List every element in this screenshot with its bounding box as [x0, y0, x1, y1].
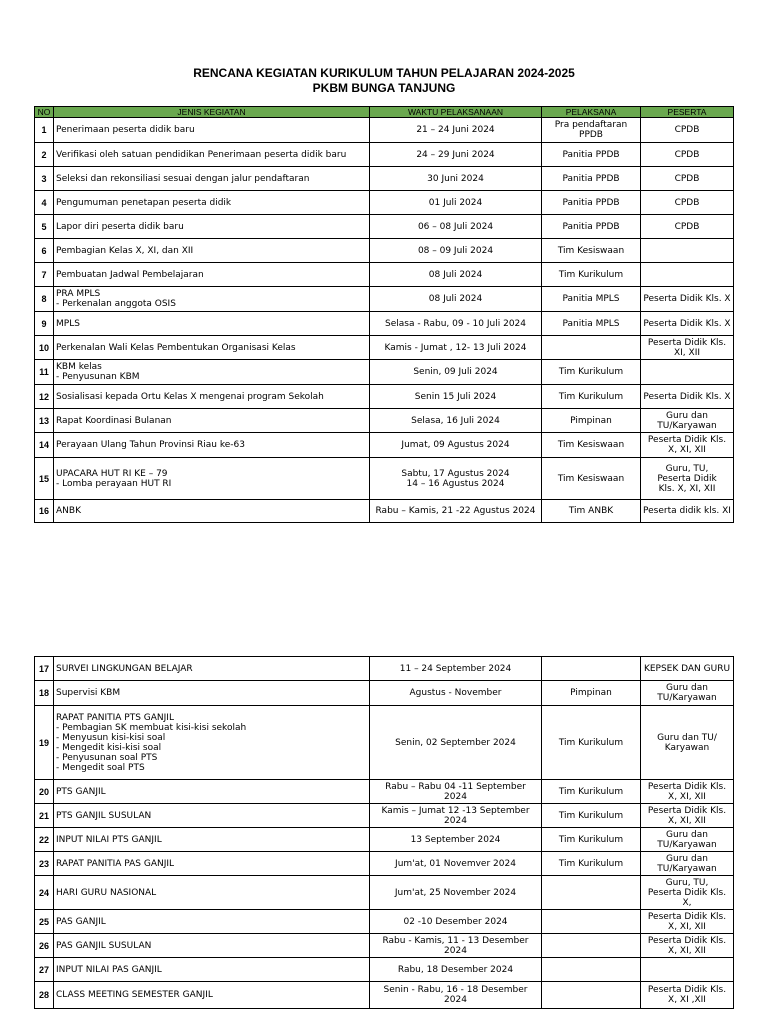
activity-cell: RAPAT PANITIA PTS GANJIL - Pembagian SK membuat kisi-kisi sekolah - Menyusun kisi-kisi soal - Mengedit kisi-kisi soal - Penyusunan soal PTS - Mengedit soal PTS [54, 706, 370, 780]
activity-cell: PAS GANJIL [54, 910, 370, 934]
time-cell: 21 – 24 Juni 2024 [370, 118, 542, 143]
executor-cell: Tim ANBK [542, 500, 641, 523]
table-row [35, 657, 734, 681]
time-cell: 30 Juni 2024 [370, 167, 542, 191]
time-cell: Jum'at, 01 Novemver 2024 [370, 852, 542, 876]
row-number: 10 [35, 336, 54, 360]
table-row [35, 500, 734, 523]
document-title: RENCANA KEGIATAN KURIKULUM TAHUN PELAJARAN 2024-2025 [193, 66, 575, 80]
table-row [35, 336, 734, 360]
row-number: 22 [35, 828, 54, 852]
row-number: 1 [35, 118, 54, 143]
time-cell: 11 – 24 September 2024 [370, 657, 542, 681]
row-number: 17 [35, 657, 54, 681]
activity-cell: Pembagian Kelas X, XI, dan XII [54, 239, 370, 263]
executor-cell [542, 336, 641, 360]
table-row [35, 239, 734, 263]
table-row [35, 958, 734, 982]
time-cell: Senin, 09 Juli 2024 [370, 360, 542, 385]
activity-cell: MPLS [54, 312, 370, 336]
participant-cell: Peserta Didik Kls. X [641, 385, 734, 409]
participant-cell: CPDB [641, 143, 734, 167]
executor-cell: Tim Kesiswaan [542, 239, 641, 263]
table-header-row [35, 107, 734, 118]
executor-cell: Panitia PPDB [542, 191, 641, 215]
time-cell: Selasa - Rabu, 09 - 10 Juli 2024 [370, 312, 542, 336]
activity-cell: PRA MPLS - Perkenalan anggota OSIS [54, 287, 370, 312]
executor-cell: Pimpinan [542, 681, 641, 706]
participant-cell: KEPSEK DAN GURU [641, 657, 734, 681]
row-number: 24 [35, 876, 54, 910]
row-number: 8 [35, 287, 54, 312]
participant-cell: Peserta didik kls. XI [641, 500, 734, 523]
table-row [35, 681, 734, 706]
activity-cell: Pembuatan Jadwal Pembelajaran [54, 263, 370, 287]
activity-cell: HARI GURU NASIONAL [54, 876, 370, 910]
activity-cell: Supervisi KBM [54, 681, 370, 706]
executor-cell [542, 910, 641, 934]
executor-cell: Tim Kurikulum [542, 360, 641, 385]
participant-cell: Peserta Didik Kls. X, XI, XII [641, 433, 734, 458]
time-cell: Senin, 02 September 2024 [370, 706, 542, 780]
activity-cell: Lapor diri peserta didik baru [54, 215, 370, 239]
table-row [35, 263, 734, 287]
row-number: 18 [35, 681, 54, 706]
table-row [35, 706, 734, 780]
time-cell: Senin 15 Juli 2024 [370, 385, 542, 409]
participant-cell: Peserta Didik Kls. X, XI, XII [641, 934, 734, 958]
executor-cell: Pimpinan [542, 409, 641, 433]
executor-cell [542, 958, 641, 982]
row-number: 4 [35, 191, 54, 215]
table-row [35, 804, 734, 828]
table-row [35, 852, 734, 876]
activity-cell: RAPAT PANITIA PAS GANJIL [54, 852, 370, 876]
time-cell: 24 – 29 Juni 2024 [370, 143, 542, 167]
participant-cell: Guru, TU, Peserta Didik Kls. X, XI, XII [641, 458, 734, 500]
table-row [35, 982, 734, 1009]
executor-cell: Panitia PPDB [542, 215, 641, 239]
row-number: 2 [35, 143, 54, 167]
table-row [35, 191, 734, 215]
row-number: 19 [35, 706, 54, 780]
time-cell: 06 – 08 Juli 2024 [370, 215, 542, 239]
table-row [35, 433, 734, 458]
participant-cell: Guru, TU, Peserta Didik Kls. X, [641, 876, 734, 910]
table-row [35, 876, 734, 910]
header-participant: PESERTA [641, 107, 734, 118]
executor-cell: Tim Kurikulum [542, 828, 641, 852]
table-row [35, 385, 734, 409]
row-number: 14 [35, 433, 54, 458]
participant-cell: Peserta Didik Kls. X, XI, XII [641, 804, 734, 828]
row-number: 12 [35, 385, 54, 409]
executor-cell [542, 876, 641, 910]
executor-cell: Tim Kesiswaan [542, 458, 641, 500]
participant-cell: Guru dan TU/Karyawan [641, 852, 734, 876]
row-number: 21 [35, 804, 54, 828]
activity-cell: Seleksi dan rekonsiliasi sesuai dengan jalur pendaftaran [54, 167, 370, 191]
activity-cell: INPUT NILAI PAS GANJIL [54, 958, 370, 982]
row-number: 15 [35, 458, 54, 500]
executor-cell: Panitia MPLS [542, 287, 641, 312]
time-cell: Agustus - November [370, 681, 542, 706]
header-no: NO [35, 107, 54, 118]
activity-cell: PTS GANJIL [54, 780, 370, 804]
executor-cell: Panitia PPDB [542, 143, 641, 167]
activity-cell: UPACARA HUT RI KE – 79 - Lomba perayaan HUT RI [54, 458, 370, 500]
participant-cell: CPDB [641, 118, 734, 143]
executor-cell: Tim Kesiswaan [542, 433, 641, 458]
activity-cell: Verifikasi oleh satuan pendidikan Penerimaan peserta didik baru [54, 143, 370, 167]
time-cell: Rabu - Kamis, 11 - 13 Desember 2024 [370, 934, 542, 958]
table-row [35, 118, 734, 143]
activity-cell: PTS GANJIL SUSULAN [54, 804, 370, 828]
activities-table-part-1 [34, 106, 734, 523]
row-number: 3 [35, 167, 54, 191]
header-time: WAKTU PELAKSANAAN [370, 107, 542, 118]
participant-cell: Peserta Didik Kls. XI, XII [641, 336, 734, 360]
table-row [35, 287, 734, 312]
activity-cell: Sosialisasi kepada Ortu Kelas X mengenai program Sekolah [54, 385, 370, 409]
header-activity: JENIS KEGIATAN [54, 107, 370, 118]
table-row [35, 409, 734, 433]
executor-cell: Tim Kurikulum [542, 385, 641, 409]
table-row [35, 780, 734, 804]
participant-cell: CPDB [641, 191, 734, 215]
participant-cell: Guru dan TU/Karyawan [641, 828, 734, 852]
row-number: 11 [35, 360, 54, 385]
activity-cell: Penerimaan peserta didik baru [54, 118, 370, 143]
executor-cell [542, 982, 641, 1009]
time-cell: Rabu – Kamis, 21 -22 Agustus 2024 [370, 500, 542, 523]
activities-table-part-2 [34, 656, 734, 1009]
table-row [35, 934, 734, 958]
executor-cell: Pra pendaftaran PPDB [542, 118, 641, 143]
time-cell: 08 Juli 2024 [370, 263, 542, 287]
time-cell: Jum'at, 25 November 2024 [370, 876, 542, 910]
participant-cell: Peserta Didik Kls. X, XI ,XII [641, 982, 734, 1009]
table-row [35, 143, 734, 167]
table-row [35, 215, 734, 239]
time-cell: Jumat, 09 Agustus 2024 [370, 433, 542, 458]
row-number: 9 [35, 312, 54, 336]
row-number: 27 [35, 958, 54, 982]
participant-cell: Peserta Didik Kls. X [641, 312, 734, 336]
table-row [35, 167, 734, 191]
activity-cell: KBM kelas - Penyusunan KBM [54, 360, 370, 385]
time-cell: Rabu – Rabu 04 -11 September 2024 [370, 780, 542, 804]
participant-cell [641, 239, 734, 263]
time-cell: Kamis - Jumat , 12- 13 Juli 2024 [370, 336, 542, 360]
time-cell: 08 – 09 Juli 2024 [370, 239, 542, 263]
executor-cell: Panitia MPLS [542, 312, 641, 336]
participant-cell: Peserta Didik Kls. X, XI, XII [641, 910, 734, 934]
executor-cell: Tim Kurikulum [542, 706, 641, 780]
header-executor: PELAKSANA [542, 107, 641, 118]
participant-cell [641, 263, 734, 287]
row-number: 7 [35, 263, 54, 287]
participant-cell: Guru dan TU/ Karyawan [641, 706, 734, 780]
table-row [35, 828, 734, 852]
activity-cell: PAS GANJIL SUSULAN [54, 934, 370, 958]
time-cell: Kamis – Jumat 12 -13 September 2024 [370, 804, 542, 828]
row-number: 28 [35, 982, 54, 1009]
activity-cell: ANBK [54, 500, 370, 523]
participant-cell: Peserta Didik Kls. X [641, 287, 734, 312]
row-number: 25 [35, 910, 54, 934]
table-row [35, 458, 734, 500]
participant-cell: Guru dan TU/Karyawan [641, 409, 734, 433]
executor-cell: Tim Kurikulum [542, 804, 641, 828]
time-cell: 01 Juli 2024 [370, 191, 542, 215]
activity-cell: Perayaan Ulang Tahun Provinsi Riau ke-63 [54, 433, 370, 458]
school-name: PKBM BUNGA TANJUNG [312, 81, 456, 95]
activity-cell: Rapat Koordinasi Bulanan [54, 409, 370, 433]
executor-cell [542, 934, 641, 958]
table-row [35, 312, 734, 336]
activity-cell: SURVEI LINGKUNGAN BELAJAR [54, 657, 370, 681]
time-cell: Senin - Rabu, 16 - 18 Desember 2024 [370, 982, 542, 1009]
row-number: 20 [35, 780, 54, 804]
time-cell: 13 September 2024 [370, 828, 542, 852]
activity-cell: CLASS MEETING SEMESTER GANJIL [54, 982, 370, 1009]
time-cell: Selasa, 16 Juli 2024 [370, 409, 542, 433]
executor-cell: Tim Kurikulum [542, 780, 641, 804]
participant-cell: CPDB [641, 167, 734, 191]
time-cell: Sabtu, 17 Agustus 2024 14 – 16 Agustus 2024 [370, 458, 542, 500]
row-number: 13 [35, 409, 54, 433]
time-cell: Rabu, 18 Desember 2024 [370, 958, 542, 982]
time-cell: 02 -10 Desember 2024 [370, 910, 542, 934]
table-row [35, 360, 734, 385]
table-row [35, 910, 734, 934]
activity-cell: INPUT NILAI PTS GANJIL [54, 828, 370, 852]
executor-cell [542, 657, 641, 681]
row-number: 26 [35, 934, 54, 958]
participant-cell [641, 360, 734, 385]
row-number: 23 [35, 852, 54, 876]
row-number: 5 [35, 215, 54, 239]
participant-cell: Peserta Didik Kls. X, XI, XII [641, 780, 734, 804]
participant-cell [641, 958, 734, 982]
time-cell: 08 Juli 2024 [370, 287, 542, 312]
participant-cell: CPDB [641, 215, 734, 239]
executor-cell: Tim Kurikulum [542, 852, 641, 876]
activity-cell: Pengumuman penetapan peserta didik [54, 191, 370, 215]
row-number: 6 [35, 239, 54, 263]
executor-cell: Panitia PPDB [542, 167, 641, 191]
participant-cell: Guru dan TU/Karyawan [641, 681, 734, 706]
row-number: 16 [35, 500, 54, 523]
activity-cell: Perkenalan Wali Kelas Pembentukan Organisasi Kelas [54, 336, 370, 360]
executor-cell: Tim Kurikulum [542, 263, 641, 287]
